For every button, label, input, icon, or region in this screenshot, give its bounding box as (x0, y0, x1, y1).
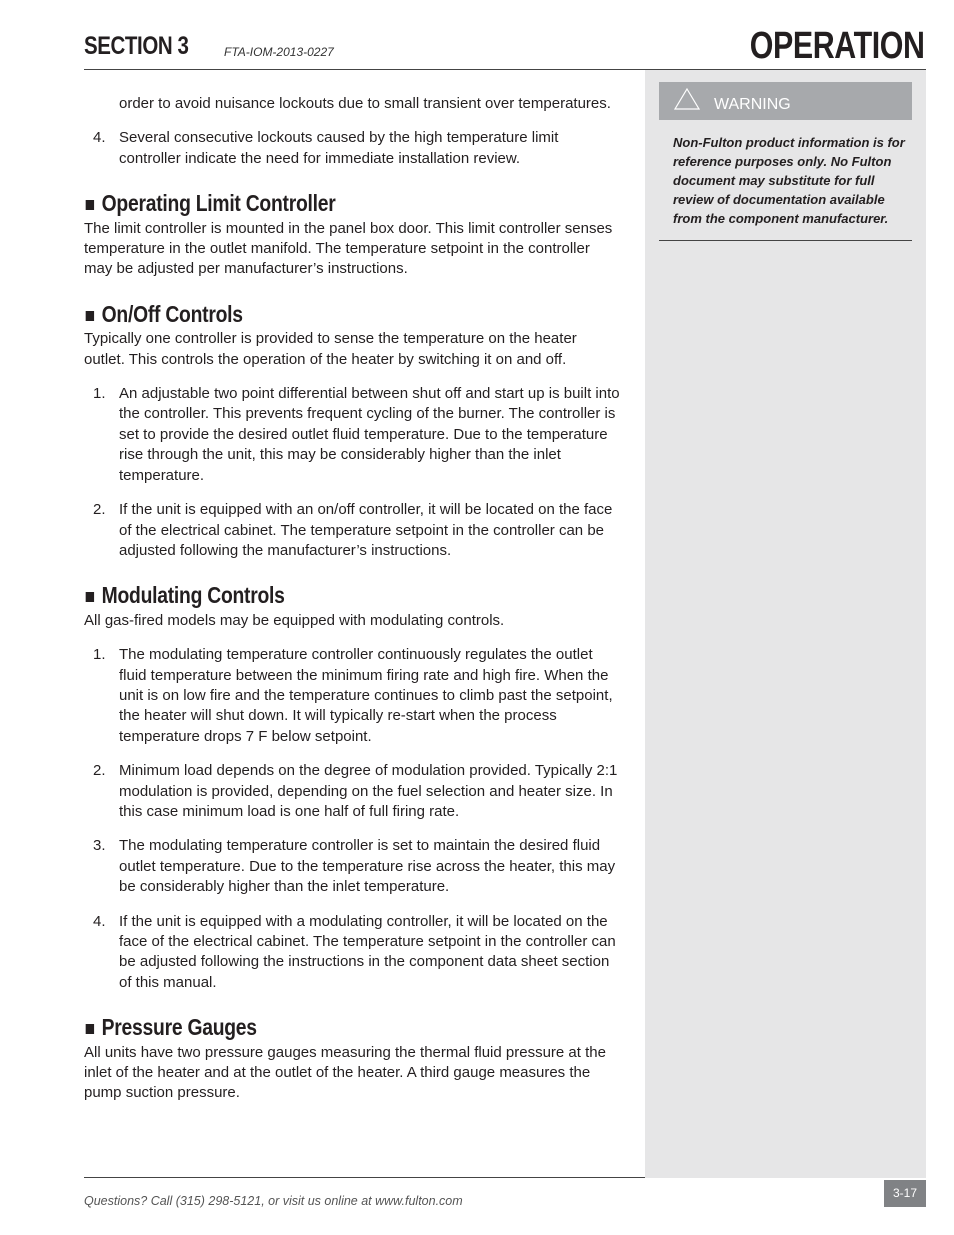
warning-label: WARNING (714, 96, 791, 113)
document-id: FTA-IOM-2013-0227 (224, 45, 334, 59)
section-heading: Modulating Controls (84, 585, 534, 605)
list-text: An adjustable two point differential between shut off and start up is built into the controller. This prevents frequent cycling of the burner. The controller is set to provide the desired outlet fluid temperature. Due to the temperature rise through the unit, this may be considerably higher than the inlet temperature. (119, 385, 620, 484)
bullet-square-icon (86, 1024, 94, 1034)
section-heading: Pressure Gauges (84, 1017, 534, 1037)
list-number: 1. (93, 385, 106, 403)
list-text: The modulating temperature controller continuously regulates the outlet fluid temperature between the minimum firing rate and high fire. When the unit is on low fire and the temperature continues to climb past the setpoint, the heater will shut down. It will typically re-start when the process temperature drops 7 F below setpoint. (119, 646, 613, 745)
warning-text: Non-Fulton product information is for reference purposes only. No Fulton document may substitute for full review of documentation available from the component manufacturer. (673, 135, 905, 226)
sidebar (645, 70, 926, 1178)
list-item (84, 500, 620, 561)
list-item (84, 645, 620, 747)
list-item (84, 912, 620, 994)
list-number: 2. (93, 501, 106, 519)
list-number: 3. (93, 837, 106, 855)
section-heading: Operating Limit Controller (84, 193, 534, 213)
list-text: If the unit is equipped with an on/off controller, it will be located on the face of the electrical cabinet. The temperature setpoint in the controller can be adjusted following the manufacturer’s instructions. (119, 501, 613, 559)
section-paragraph: Typically one controller is provided to sense the temperature on the heater outlet. This controls the operation of the heater by switching it on and off. (84, 330, 577, 368)
list-item (84, 128, 620, 169)
footer-rule (84, 1177, 645, 1178)
list-item (84, 384, 620, 486)
list-text: The modulating temperature controller is set to maintain the desired fluid outlet temperature. Due to the temperature rise across the heater, this may be considerably higher than the inlet temperature. (119, 837, 616, 896)
section-paragraph: All units have two pressure gauges measuring the thermal fluid pressure at the inlet of the heater and at the outlet of the heater. A third gauge measures the pump suction pressure. (84, 1043, 606, 1102)
page-title: OPERATION (750, 25, 925, 67)
bullet-square-icon (86, 311, 94, 321)
main-content (84, 94, 620, 1104)
bullet-square-icon (86, 592, 94, 602)
list-text: Minimum load depends on the degree of modulation provided. Typically 2:1 modulation is provided, depending on the fuel selection and heater size. In this case minimum load is one half of full firing rate. (119, 762, 618, 820)
section-paragraph: All gas-fired models may be equipped with modulating controls. (84, 611, 505, 629)
warning-rule (659, 240, 912, 241)
footer-contact: Questions? Call (315) 298-5121, or visit us online at www.fulton.com (84, 1194, 463, 1208)
list-number: 4. (93, 129, 106, 147)
warning-triangle-icon (674, 88, 700, 115)
section-heading: On/Off Controls (84, 304, 534, 324)
list-number: 4. (93, 912, 106, 930)
list-text: If the unit is equipped with a modulating controller, it will be located on the face of the electrical cabinet. The temperature setpoint in the controller can be adjusted following the instructions in the component data sheet section of this manual. (119, 912, 616, 991)
warning-box (659, 82, 912, 120)
list-number: 2. (93, 762, 106, 780)
bullet-square-icon (86, 200, 94, 210)
list-item (84, 761, 620, 822)
section-label: SECTION 3 (84, 32, 189, 60)
list-item (84, 836, 620, 897)
intro-continuation: order to avoid nuisance lockouts due to small transient over temperatures. (119, 95, 611, 112)
list-text: Several consecutive lockouts caused by the high temperature limit controller indicate the need for immediate installation review. (119, 129, 559, 167)
list-number: 1. (93, 646, 106, 664)
page-number: 3-17 (884, 1180, 926, 1207)
section-paragraph: The limit controller is mounted in the panel box door. This limit controller senses temperature in the outlet manifold. The temperature setpoint in the controller may be adjusted per manufacturer’s instructions. (84, 219, 613, 278)
